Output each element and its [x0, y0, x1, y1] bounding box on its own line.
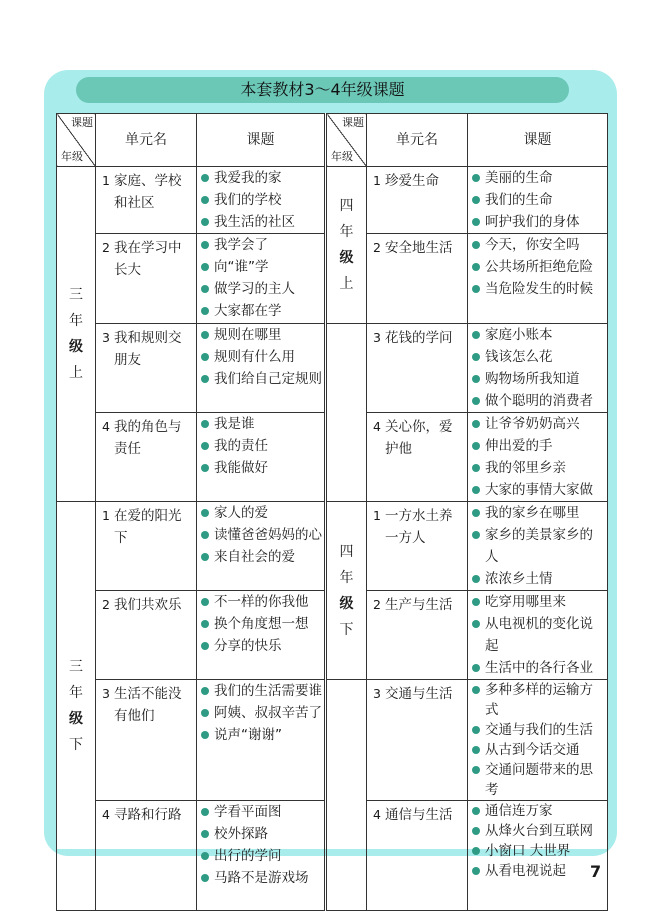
lesson-item: 来自社会的爱	[197, 546, 322, 568]
unit-header-left: 单元名	[96, 114, 197, 167]
unit-cell: 1 珍爱生命	[367, 167, 468, 234]
unit-cell: 1 一方水土养一方人	[367, 502, 468, 591]
lesson-item: 多种多样的运输方式	[468, 680, 605, 720]
lesson-item: 家庭小账本	[468, 324, 605, 346]
lesson-item: 通信连万家	[468, 801, 605, 821]
lesson-item: 阿姨、叔叔辛苦了	[197, 702, 322, 724]
unit-cell: 2 我们共欢乐	[96, 591, 197, 680]
lesson-item: 当危险发生的时候	[468, 278, 605, 300]
lesson-item: 我是谁	[197, 413, 322, 435]
lesson-item: 我能做好	[197, 457, 322, 479]
lesson-item: 家乡的美景家乡的人	[468, 524, 605, 568]
unit-cell: 1 在爱的阳光下	[96, 502, 197, 591]
page-title: 本套教材3～4年级课题	[76, 77, 569, 103]
lesson-item: 从古到今话交通	[468, 740, 605, 760]
lesson-item: 交通与我们的生活	[468, 720, 605, 740]
lessons-header-left: 课题	[197, 114, 326, 167]
lesson-list	[468, 801, 608, 911]
lesson-item: 购物场所我知道	[468, 368, 605, 390]
lesson-item: 钱该怎么花	[468, 346, 605, 368]
lesson-item: 吃穿用哪里来	[468, 591, 605, 613]
lesson-list	[468, 324, 608, 413]
lesson-item: 不一样的你我他	[197, 591, 322, 613]
lesson-list	[197, 234, 326, 324]
unit-cell: 1 家庭、学校和社区	[96, 167, 197, 234]
contents-card	[44, 70, 617, 886]
lesson-item: 我的责任	[197, 435, 322, 457]
grade-3-second-term: 三 年 级 下	[57, 502, 96, 911]
lesson-item: 读懂爸爸妈妈的心	[197, 524, 322, 546]
grade-4-second-term: 四 年 级 下	[326, 502, 367, 680]
lesson-item: 做学习的主人	[197, 278, 322, 300]
lesson-list	[197, 502, 326, 591]
lesson-item: 我学会了	[197, 234, 322, 256]
unit-cell: 2 我在学习中长大	[96, 234, 197, 324]
unit-header-right: 单元名	[367, 114, 468, 167]
grade-4-first-term-cont	[326, 324, 367, 502]
lesson-item: 做个聪明的消费者	[468, 390, 605, 412]
lesson-item: 校外探路	[197, 823, 322, 845]
lesson-list	[197, 680, 326, 801]
lesson-item: 家人的爱	[197, 502, 322, 524]
curriculum-table	[56, 113, 608, 911]
lesson-item: 大家的事情大家做	[468, 479, 605, 501]
curriculum-table-wrap	[56, 113, 607, 886]
lesson-item: 小窗口 大世界	[468, 841, 605, 861]
unit-cell: 3 生活不能没有他们	[96, 680, 197, 801]
lesson-item: 浓浓乡土情	[468, 568, 605, 590]
diag-lesson-label: 课题	[71, 116, 93, 129]
unit-cell: 4 通信与生活	[367, 801, 468, 911]
lesson-item: 从看电视说起	[468, 861, 605, 881]
lesson-item: 我的邻里乡亲	[468, 457, 605, 479]
lesson-list	[468, 680, 608, 801]
lesson-item: 我们给自己定规则	[197, 368, 322, 390]
lesson-list	[197, 413, 326, 502]
lesson-list	[197, 324, 326, 413]
diagonal-header-right	[326, 114, 367, 167]
lesson-item: 大家都在学	[197, 300, 322, 322]
lesson-item: 美丽的生命	[468, 167, 605, 189]
lesson-item: 规则有什么用	[197, 346, 322, 368]
lesson-item: 从烽火台到互联网	[468, 821, 605, 841]
lesson-item: 我们的生命	[468, 189, 605, 211]
lesson-item: 今天，你安全吗	[468, 234, 605, 256]
lesson-list	[468, 234, 608, 324]
lesson-item: 我的家乡在哪里	[468, 502, 605, 524]
lesson-list	[197, 167, 326, 234]
lesson-item: 生活中的各行各业	[468, 657, 605, 679]
lesson-item: 我们的学校	[197, 189, 322, 211]
page-number: 7	[590, 862, 602, 881]
unit-cell: 2 生产与生活	[367, 591, 468, 680]
grade-4-first-term: 四 年 级 上	[326, 167, 367, 324]
lesson-item: 公共场所拒绝危险	[468, 256, 605, 278]
lesson-list	[468, 167, 608, 234]
grade-4-second-term-cont	[326, 680, 367, 911]
diag-grade-label: 年级	[61, 150, 83, 163]
unit-cell: 4 寻路和行路	[96, 801, 197, 911]
grade-3-first-term: 三 年 级 上	[57, 167, 96, 502]
lesson-list	[197, 801, 326, 911]
diag-lesson-label: 课题	[342, 116, 364, 129]
unit-cell: 4 关心你，爱护他	[367, 413, 468, 502]
unit-cell: 3 我和规则交朋友	[96, 324, 197, 413]
lesson-item: 伸出爱的手	[468, 435, 605, 457]
lesson-item: 出行的学问	[197, 845, 322, 867]
lesson-item: 我生活的社区	[197, 211, 322, 233]
lesson-list	[468, 591, 608, 680]
lesson-item: 交通问题带来的思考	[468, 760, 605, 800]
unit-cell: 3 交通与生活	[367, 680, 468, 801]
unit-cell: 2 安全地生活	[367, 234, 468, 324]
lesson-item: 呵护我们的身体	[468, 211, 605, 233]
unit-cell: 3 花钱的学问	[367, 324, 468, 413]
lesson-item: 向“谁”学	[197, 256, 322, 278]
diag-grade-label: 年级	[331, 150, 353, 163]
lesson-item: 换个角度想一想	[197, 613, 322, 635]
lesson-item: 让爷爷奶奶高兴	[468, 413, 605, 435]
lessons-header-right: 课题	[468, 114, 608, 167]
lesson-list	[468, 413, 608, 502]
lesson-item: 说声“谢谢”	[197, 724, 322, 746]
lesson-item: 学看平面图	[197, 801, 322, 823]
lesson-item: 从电视机的变化说起	[468, 613, 605, 657]
unit-cell: 4 我的角色与责任	[96, 413, 197, 502]
diagonal-header-left	[57, 114, 96, 167]
lesson-list	[468, 502, 608, 591]
lesson-item: 我爱我的家	[197, 167, 322, 189]
lesson-item: 我们的生活需要谁	[197, 680, 322, 702]
lesson-item: 马路不是游戏场	[197, 867, 322, 889]
lesson-list	[197, 591, 326, 680]
lesson-item: 分享的快乐	[197, 635, 322, 657]
lesson-item: 规则在哪里	[197, 324, 322, 346]
